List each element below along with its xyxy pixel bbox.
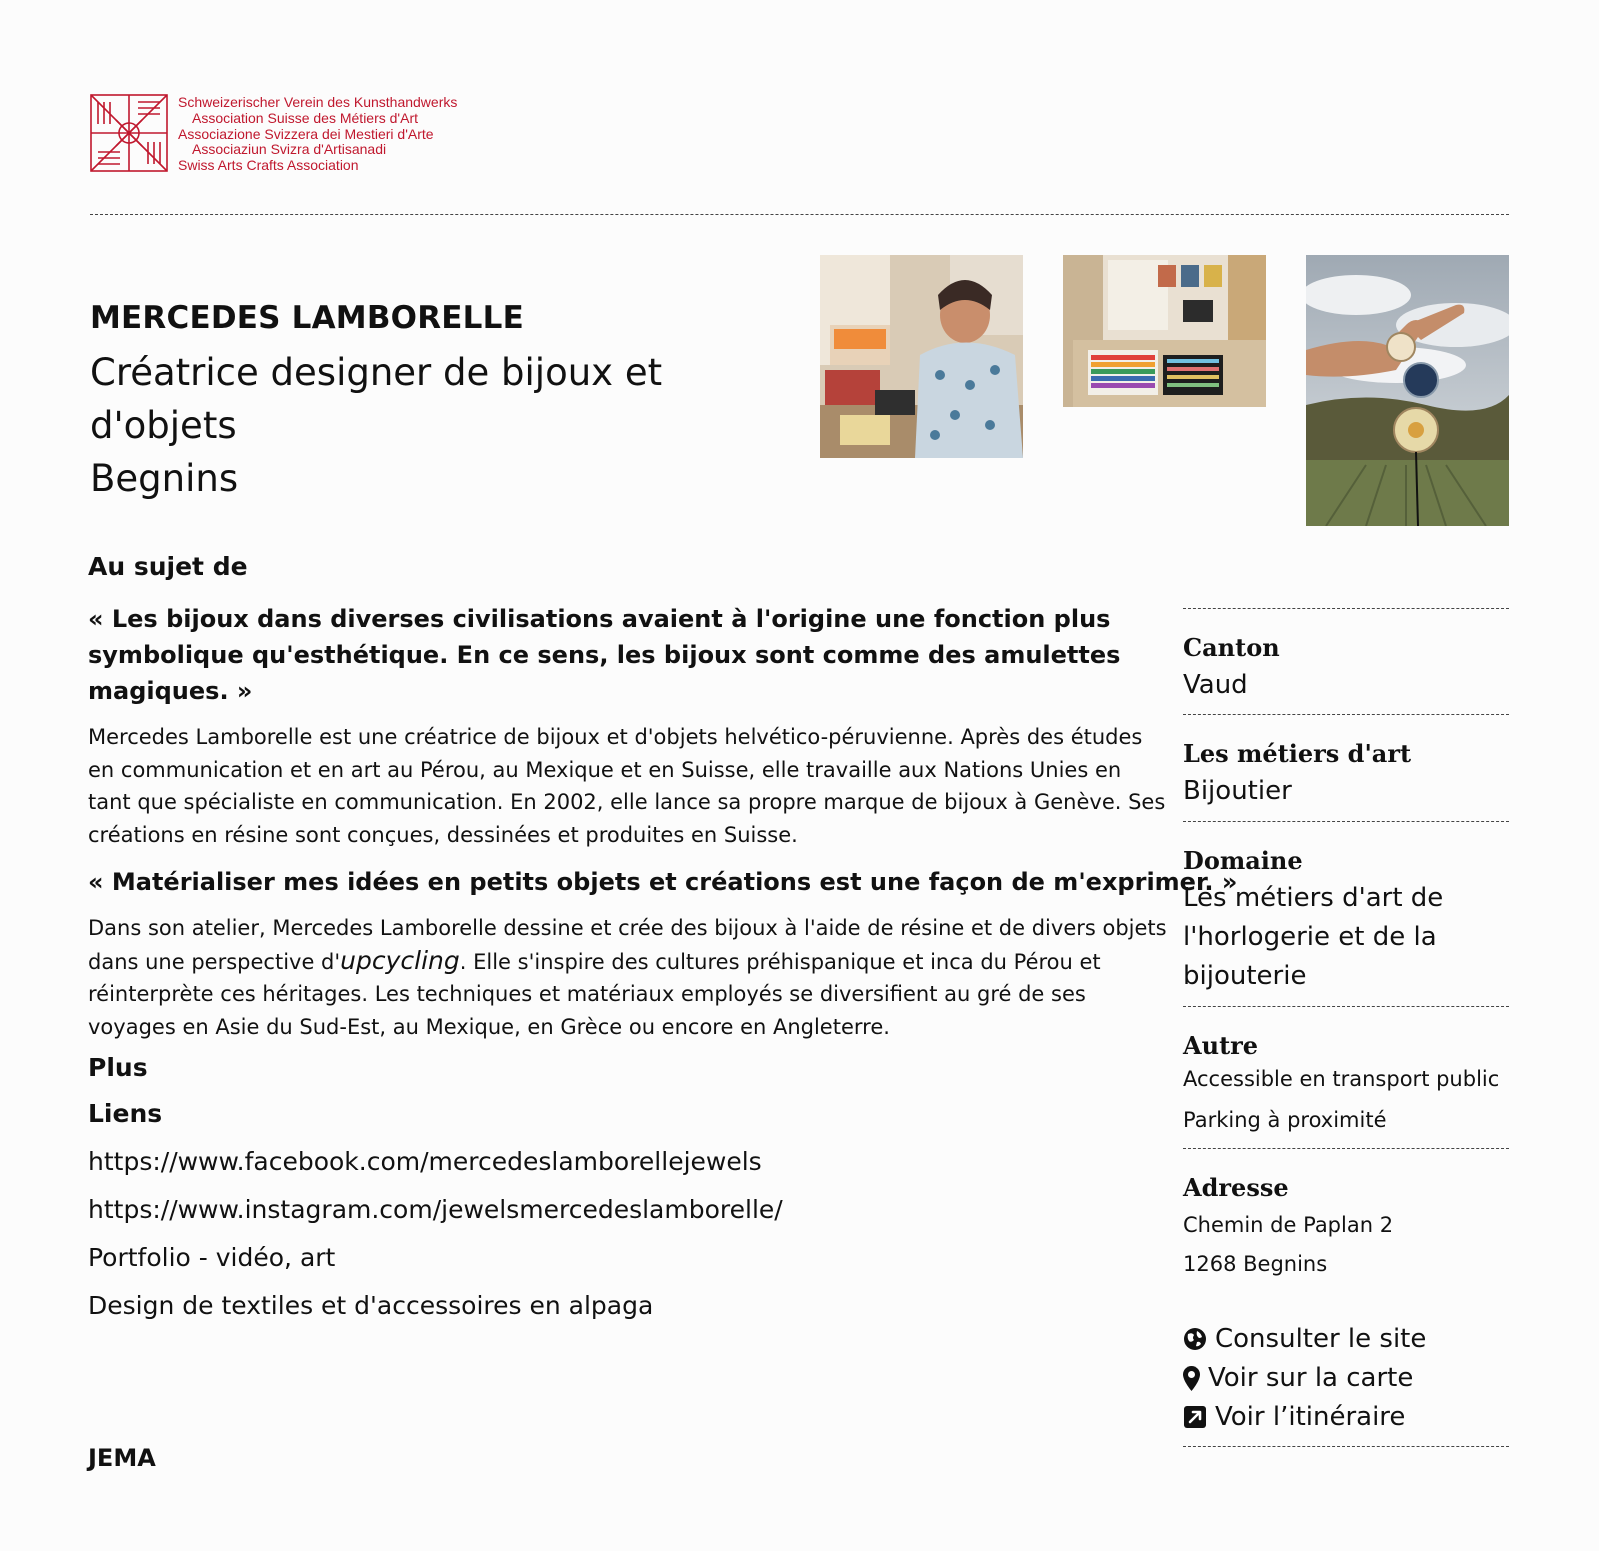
more-heading: Plus xyxy=(88,1053,148,1082)
quote1-line1: « Les bijoux dans diverses civilisations avaient à l'origine une fonction plus xyxy=(88,605,1111,633)
consult-site-label: Consulter le site xyxy=(1215,1324,1427,1354)
domaine-line3: bijouterie xyxy=(1183,961,1307,991)
para1-line2: en communication et en art au Pérou, au Mexique et en Suisse, elle travaille aux Nations Unies en xyxy=(88,757,1122,782)
photo-studio-workspace[interactable] xyxy=(1063,255,1266,407)
para1-line3: tant que spécialiste en communication. En 2002, elle lance sa propre marque de bijoux à Genève. Ses xyxy=(88,790,1166,814)
link-portfolio[interactable]: Portfolio - vidéo, art xyxy=(88,1243,336,1272)
links-heading: Liens xyxy=(88,1099,163,1128)
association-logo[interactable] xyxy=(90,94,168,172)
para2-line4: voyages en Asie du Sud-Est, au Mexique, en Grèce ou encore en Angleterre. xyxy=(88,1014,890,1039)
adresse-street: Chemin de Paplan 2 xyxy=(1183,1213,1394,1237)
biography-paragraph xyxy=(88,721,1165,851)
para2-line2-post: . Elle s'inspire des cultures préhispanique et inca du Pérou et xyxy=(459,949,1101,974)
brand-line-de: Schweizerischer Verein des Kunsthandwerks xyxy=(178,94,458,110)
link-facebook[interactable]: https://www.facebook.com/mercedeslamborellejewels xyxy=(88,1147,762,1176)
brand-line-rm: Associaziun Svizra d'Artisanadi xyxy=(192,141,387,158)
para2-line1: Dans son atelier, Mercedes Lamborelle dessine et crée des bijoux à l'aide de résine et de divers objets xyxy=(88,916,1167,940)
domaine-line2: l'horlogerie et de la xyxy=(1183,922,1437,952)
consult-site-link[interactable] xyxy=(1183,1324,1426,1354)
upcycling-emphasis: upcycling xyxy=(340,945,460,975)
brand-line-fr: Association Suisse des Métiers d'Art xyxy=(192,109,418,126)
atelier-paragraph xyxy=(88,912,1167,1043)
profile-subtitle xyxy=(90,346,690,505)
sidebar-divider xyxy=(1183,821,1509,822)
quote1-line2: symbolique qu'esthétique. En ce sens, les bijoux sont comme des amulettes xyxy=(88,641,1121,669)
view-on-map-label: Voir sur la carte xyxy=(1208,1363,1414,1393)
metiers-value: Bijoutier xyxy=(1183,776,1292,806)
canton-label: Canton xyxy=(1183,633,1280,662)
profile-title-line1: Créatrice designer de bijoux et xyxy=(90,351,663,394)
map-marker-icon xyxy=(1183,1366,1200,1391)
profile-title-line2: d'objets xyxy=(90,404,237,447)
adresse-label: Adresse xyxy=(1183,1173,1289,1202)
about-quote-primary xyxy=(88,601,1120,709)
para2-line2-pre: dans une perspective d' xyxy=(88,949,341,974)
metiers-label: Les métiers d'art xyxy=(1183,739,1412,768)
adresse-city: 1268 Begnins xyxy=(1183,1252,1328,1276)
profile-location: Begnins xyxy=(90,457,239,500)
link-instagram[interactable]: https://www.instagram.com/jewelsmercedeslamborelle/ xyxy=(88,1195,783,1224)
sidebar-divider xyxy=(1183,1148,1509,1149)
para2-line3: réinterprète ces héritages. Les techniques et matériaux employés se diversifient au gré de ses xyxy=(88,982,1086,1006)
about-quote-secondary: « Matérialiser mes idées en petits objets et créations est une façon de m'exprimer. » xyxy=(88,868,1238,896)
para2-line2 xyxy=(88,945,1167,979)
autre-parking: Parking à proximité xyxy=(1183,1108,1387,1132)
photo-artist-at-workbench[interactable] xyxy=(820,255,1023,458)
association-name xyxy=(178,95,457,174)
about-heading: Au sujet de xyxy=(88,552,248,581)
autre-transport: Accessible en transport public xyxy=(1183,1067,1500,1091)
sidebar-divider xyxy=(1183,608,1509,609)
profile-name: MERCEDES LAMBORELLE xyxy=(90,300,524,336)
para1-line1: Mercedes Lamborelle est une créatrice de bijoux et d'objets helvético-péruvienne. Après des études xyxy=(88,725,1143,749)
sidebar-divider xyxy=(1183,714,1509,715)
domaine-label: Domaine xyxy=(1183,846,1303,875)
autre-label: Autre xyxy=(1183,1031,1259,1060)
footer-jema: JEMA xyxy=(88,1444,156,1472)
domaine-value xyxy=(1183,879,1443,996)
view-itinerary-label: Voir l’itinéraire xyxy=(1215,1402,1406,1432)
quote1-line3: magiques. » xyxy=(88,677,253,705)
header-divider xyxy=(90,214,1509,215)
view-itinerary-link[interactable] xyxy=(1183,1402,1405,1432)
para1-line4: créations en résine sont conçues, dessinées et produites en Suisse. xyxy=(88,822,798,847)
sidebar-divider xyxy=(1183,1446,1509,1447)
external-arrow-icon xyxy=(1183,1405,1207,1429)
link-textile-design[interactable]: Design de textiles et d'accessoires en alpaga xyxy=(88,1291,654,1320)
domaine-line1: Les métiers d'art de xyxy=(1183,883,1444,913)
brand-line-it: Associazione Svizzera dei Mestieri d'Arte xyxy=(178,125,434,142)
photo-resin-rings-landscape[interactable] xyxy=(1306,255,1509,526)
view-on-map-link[interactable] xyxy=(1183,1363,1413,1393)
sidebar-divider xyxy=(1183,1006,1509,1007)
brand-line-en: Swiss Arts Crafts Association xyxy=(178,157,359,174)
canton-value: Vaud xyxy=(1183,670,1248,700)
globe-icon xyxy=(1183,1327,1207,1351)
